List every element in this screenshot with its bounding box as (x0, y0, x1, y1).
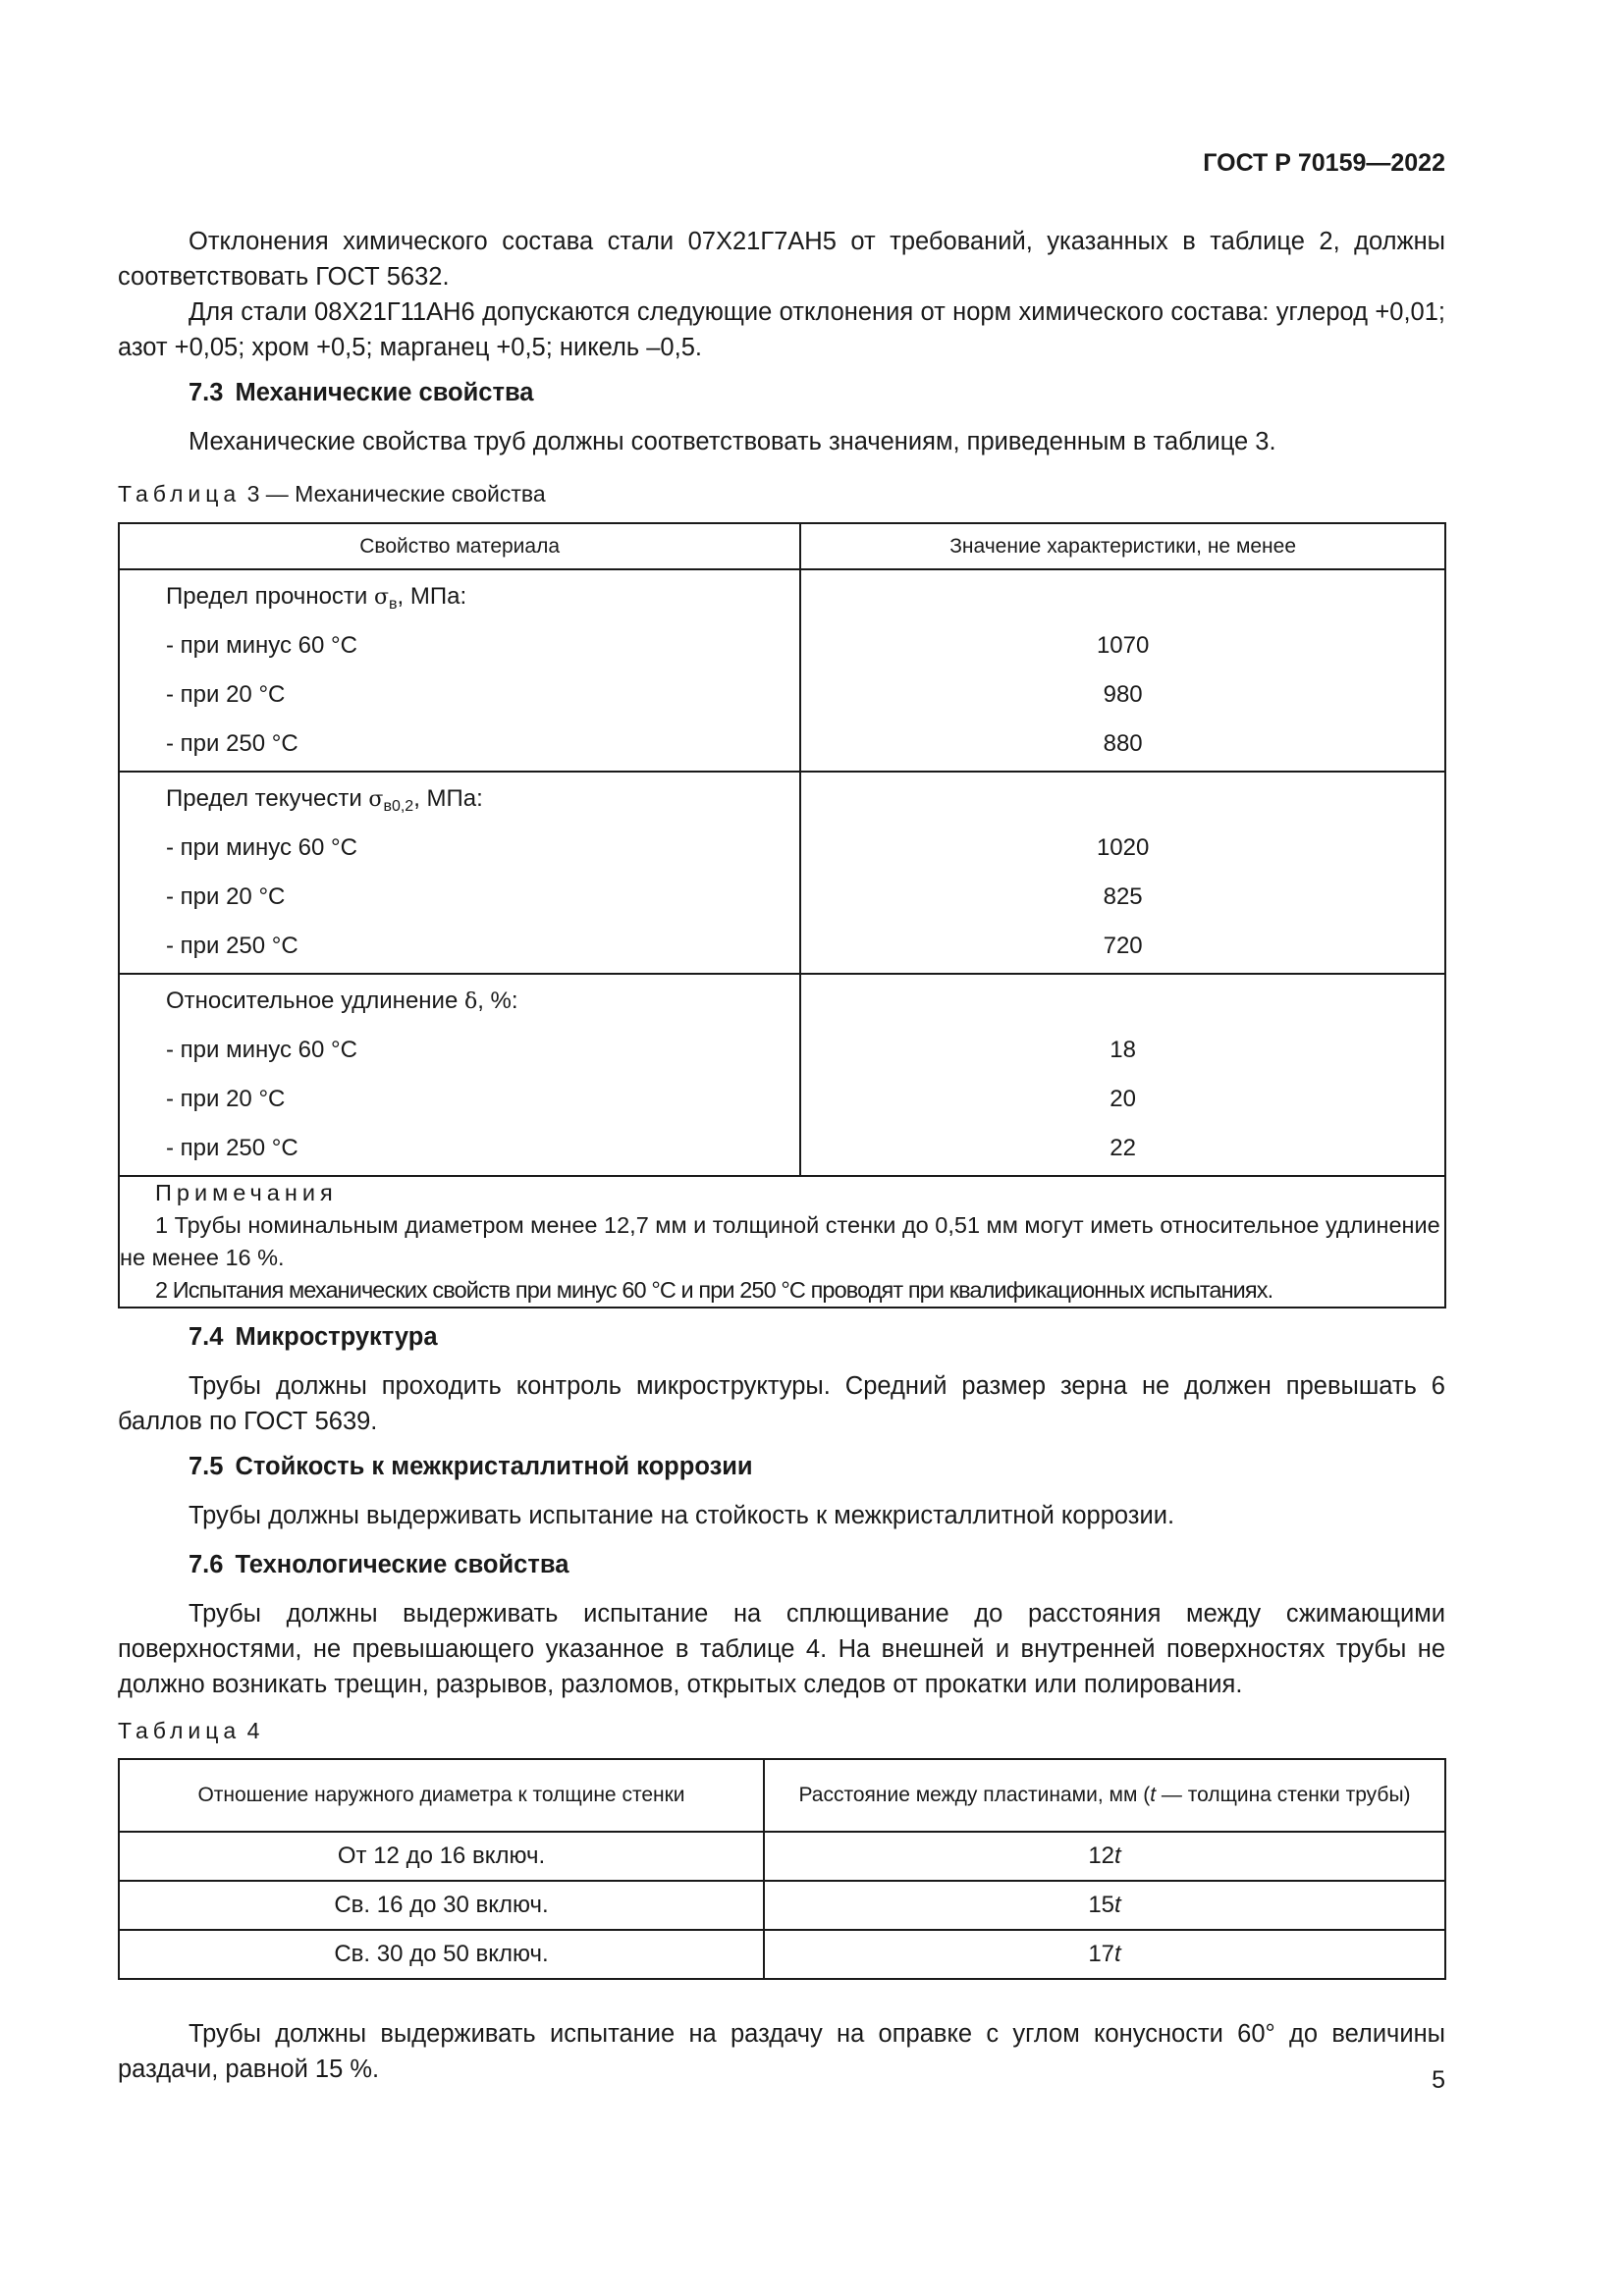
paragraph-intergranular-corrosion: Трубы должны выдерживать испытание на стойкость к межкристаллитной коррозии. (189, 1502, 1175, 1529)
property-value: 20 (1110, 1086, 1136, 1112)
table-row (119, 1832, 1445, 1881)
table3-group-yield (119, 772, 1445, 974)
table-flattening-distances (118, 1758, 1446, 1980)
ratio-cell: От 12 до 16 включ. (119, 1832, 764, 1881)
condition-label: - при 250 °C (166, 1135, 298, 1161)
section-title: Механические свойства (235, 379, 534, 406)
section-heading-7-3 (189, 375, 534, 410)
condition-label: - при 250 °C (166, 730, 298, 757)
document-header: ГОСТ Р 70159—2022 (1203, 149, 1445, 177)
section-number: 7.6 (189, 1551, 224, 1578)
condition-label: - при минус 60 °C (166, 834, 357, 861)
table3-group-elongation (119, 974, 1445, 1176)
group-label: Относительное удлинение δ, %: (166, 988, 518, 1014)
property-value: 980 (1103, 681, 1143, 708)
notes-title: Примечания (155, 1180, 338, 1205)
group-label: Предел текучести $\sigma_{в0,2}$, МПа: (166, 785, 483, 815)
table3-notes (119, 1176, 1445, 1308)
property-value: 1070 (1096, 632, 1150, 659)
section-heading-7-4 (189, 1319, 438, 1355)
condition-label: - при минус 60 °C (166, 632, 357, 659)
section-heading-7-5 (189, 1449, 753, 1484)
section-heading-7-6 (189, 1547, 568, 1582)
table-caption-word: Таблица (118, 1718, 242, 1743)
section-number: 7.5 (189, 1453, 224, 1480)
distance-cell: 15t (764, 1881, 1445, 1930)
property-value: 18 (1110, 1037, 1136, 1063)
condition-label: - при минус 60 °C (166, 1037, 357, 1063)
table3-header-value: Значение характеристики, не менее (800, 523, 1445, 569)
paragraph-flattening-test: Трубы должны выдерживать испытание на сплющивание до расстояния между сжимающими поверхностями, не превышающего указанное в таблице 4. На внешней и внутренней поверхностях трубы не должно возникать трещин, разрывов, разломов, открытых следов от прокатки или полирования. (118, 1600, 1445, 1698)
section-title: Стойкость к межкристаллитной коррозии (235, 1453, 753, 1480)
condition-label: - при 20 °C (166, 883, 286, 910)
table3-group-tensile (119, 569, 1445, 772)
table3-header-property: Свойство материала (119, 523, 800, 569)
paragraph-expansion-test: Трубы должны выдерживать испытание на раздачу на оправке с углом конусности 60° до величины раздачи, равной 15 %. (118, 2020, 1445, 2083)
distance-cell: 17t (764, 1930, 1445, 1979)
page-number: 5 (1432, 2066, 1445, 2094)
paragraph-mech-props: Механические свойства труб должны соответствовать значениям, приведенным в таблице 3. (189, 428, 1276, 455)
note-1: 1 Трубы номинальным диаметром менее 12,7 мм и толщиной стенки до 0,51 мм могут иметь относительное удлинение не менее 16 %. (120, 1212, 1440, 1270)
note-2: 2 Испытания механических свойств при минус 60 °C и при 250 °C проводят при квалификационных испытаниях. (155, 1277, 1273, 1303)
ratio-cell: Св. 30 до 50 включ. (119, 1930, 764, 1979)
property-value: 825 (1103, 883, 1143, 910)
section-title: Микроструктура (235, 1323, 438, 1351)
table4-header-ratio: Отношение наружного диаметра к толщине стенки (119, 1759, 764, 1832)
distance-cell: 12t (764, 1832, 1445, 1881)
group-label: Предел прочности $\sigma_в$, МПа: (166, 583, 467, 613)
property-value: 1020 (1096, 834, 1150, 861)
table-mechanical-properties (118, 522, 1446, 1308)
section-number: 7.3 (189, 379, 224, 406)
paragraph-microstructure: Трубы должны проходить контроль микроструктуры. Средний размер зерна не должен превышать 6 баллов по ГОСТ 5639. (118, 1372, 1445, 1435)
property-value: 720 (1103, 933, 1143, 959)
table-caption-word: Таблица (118, 481, 242, 507)
condition-label: - при 250 °C (166, 933, 298, 959)
table-caption-text: 3 — Механические свойства (246, 481, 546, 507)
property-value: 22 (1110, 1135, 1136, 1161)
table3-caption (118, 479, 546, 508)
condition-label: - при 20 °C (166, 1086, 286, 1112)
section-title: Технологические свойства (235, 1551, 569, 1578)
paragraph-chem-deviation-2: Для стали 08Х21Г11АН6 допускаются следующие отклонения от норм химического состава: углерод +0,01; азот +0,05; хром +0,5; марганец +0,5; никель –0,5. (118, 298, 1445, 361)
table-row (119, 1881, 1445, 1930)
property-value: 880 (1103, 730, 1143, 757)
table4-header-distance: Расстояние между пластинами, мм (t — толщина стенки трубы) (764, 1759, 1445, 1832)
condition-label: - при 20 °C (166, 681, 286, 708)
table4-caption (118, 1716, 259, 1745)
ratio-cell: Св. 16 до 30 включ. (119, 1881, 764, 1930)
table-row (119, 1930, 1445, 1979)
paragraph-chem-deviation-1: Отклонения химического состава стали 07Х21Г7АН5 от требований, указанных в таблице 2, должны соответствовать ГОСТ 5632. (118, 228, 1445, 291)
section-number: 7.4 (189, 1323, 224, 1351)
table-caption-number: 4 (246, 1718, 260, 1743)
